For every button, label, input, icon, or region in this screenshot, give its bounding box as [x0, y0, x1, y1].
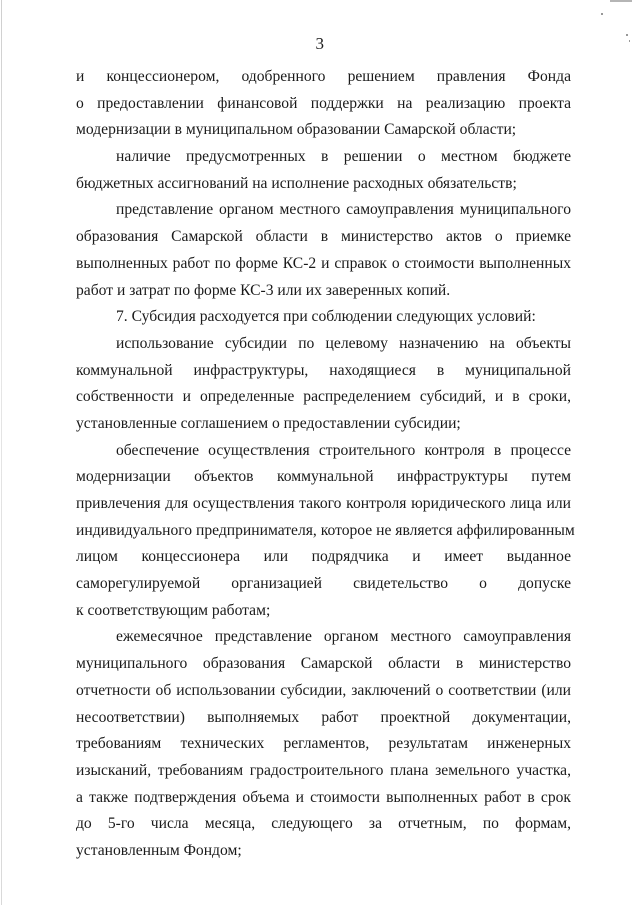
text-line: ежемесячное представление органом местного самоуправления [116, 628, 571, 646]
text-line: модернизации в муниципальном образовании Самарской области; [76, 121, 517, 139]
text-line: муниципального образования Самарской области в министерство [76, 655, 571, 673]
text-line: 7. Субсидия расходуется при соблюдении следующих условий: [116, 308, 536, 326]
scan-speck [601, 13, 603, 15]
text-line: работ и затрат по форме КС-3 или их заверенных копий. [76, 281, 451, 299]
text-line: собственности и определенные распределением субсидий, и в сроки, [76, 388, 571, 406]
text-line: установленным Фондом; [76, 841, 242, 859]
text-line: привлечения для осуществления такого контроля юридического лица или [76, 495, 571, 512]
text-line: саморегулируемой организацией свидетельство о допуске [76, 575, 571, 593]
text-line: образования Самарской области в министерство актов о приемке [76, 228, 571, 246]
text-line: представление органом местного самоуправления муниципального [116, 201, 571, 219]
text-line: до 5-го числа месяца, следующего за отчетным, по формам, [76, 815, 571, 833]
text-line: модернизации объектов коммунальной инфраструктуры путем [76, 468, 571, 486]
text-line: обеспечение осуществления строительного контроля в процессе [116, 441, 571, 459]
text-line: требованиям технических регламентов, результатам инженерных [76, 735, 571, 753]
scan-edge-mark [610, 0, 632, 2]
text-line: использование субсидии по целевому назначению на объекты [116, 334, 571, 352]
text-line: лицом концессионера или подрядчика и имеет выданное [76, 548, 571, 566]
page-number: 3 [315, 34, 325, 53]
text-line: отчетности об использовании субсидии, заключений о соответствии (или [76, 681, 571, 699]
scan-edge-left [1, 0, 2, 905]
text-line: о предоставлении финансовой поддержки на реализацию проекта [76, 94, 571, 112]
text-line: индивидуального предпринимателя, которое не является аффилированным [76, 521, 575, 539]
text-line: выполненных работ по форме КС-2 и справок о стоимости выполненных [76, 254, 571, 272]
text-line: к соответствующим работам; [76, 601, 271, 619]
text-line: установленные соглашением о предоставлении субсидии; [76, 414, 461, 432]
text-line: несоответствии) выполняемых работ проектной документации, [76, 708, 571, 726]
text-line: и концессионером, одобренного решением правления Фонда [76, 68, 571, 85]
text-line: коммунальной инфраструктуры, находящиеся в муниципальной [76, 361, 571, 379]
text-line: бюджетных ассигнований на исполнение расходных обязательств; [76, 174, 517, 192]
text-line: а также подтверждения объема и стоимости выполненных работ в срок [76, 788, 571, 806]
text-line: изысканий, требованиям градостроительного плана земельного участка, [76, 761, 571, 779]
text-line: наличие предусмотренных в решении о местном бюджете [116, 148, 571, 166]
document-body [76, 64, 575, 865]
